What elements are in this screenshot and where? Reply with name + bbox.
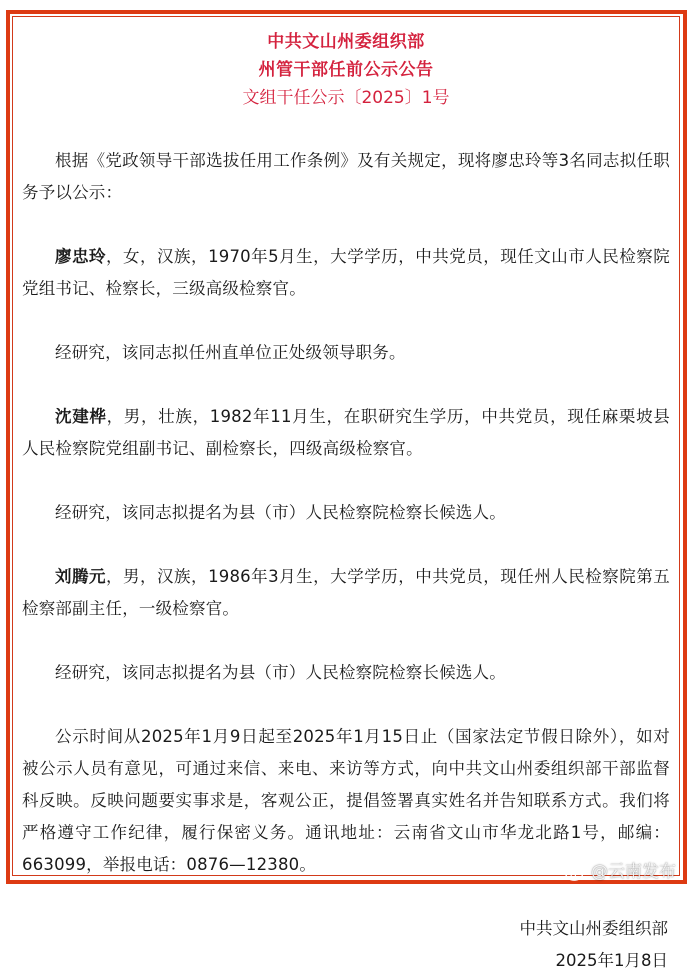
candidate-2-name: 沈建桦: [55, 407, 107, 426]
candidate-1-details: ，女，汉族，1970年5月生，大学学历，中共党员，现任文山市人民检察院党组书记、检察长，三级高级检察官。: [22, 247, 670, 298]
signature-organization: 中共文山州委组织部: [519, 919, 668, 938]
notice-paragraph: 公示时间从2025年1月9日起至2025年1月15日止（国家法定节假日除外），如对被公示人员有意见，可通过来信、来电、来访等方式，向中共文山州委组织部干部监督科反映。反映问题要实事求是，客观公正，提倡签署真实姓名并告知联系方式。我们将严格遵守工作纪律，履行保密义务。通讯地址：云南省文山市华龙北路1号，邮编：663099，举报电话：0876—12380。: [22, 727, 670, 874]
candidate-1-profile: [22, 241, 670, 305]
intro-paragraph: 根据《党政领导干部选拔任用工作条例》及有关规定，现将廖忠玲等3名同志拟任职务予以公示：: [22, 151, 670, 202]
document-number: 文组干任公示〔2025〕1号: [242, 88, 450, 108]
candidate-3-name: 刘腾元: [55, 567, 107, 586]
candidate-3-profile: [22, 561, 670, 625]
candidate-1-conclusion: 经研究，该同志拟任州直单位正处级领导职务。: [55, 343, 406, 362]
announcement-title: 州管干部任前公示公告: [258, 60, 434, 80]
candidate-1-name: 廖忠玲: [55, 247, 107, 266]
candidate-3-conclusion: 经研究，该同志拟提名为县（市）人民检察院检察长候选人。: [55, 663, 506, 682]
candidate-3-details: ，男，汉族，1986年3月生，大学学历，中共党员，现任州人民检察院第五检察部副主任，一级检察官。: [22, 567, 670, 618]
candidate-2-profile: [22, 401, 670, 465]
weibo-icon: [565, 863, 587, 881]
watermark-text: @云南发布: [591, 862, 676, 882]
source-watermark: [565, 862, 676, 882]
signature-date: 2025年1月8日: [555, 951, 668, 970]
announcement-document: [22, 28, 670, 977]
candidate-2-details: ，男，壮族，1982年11月生，在职研究生学历，中共党员，现任麻栗坡县人民检察院党组副书记、副检察长，四级高级检察官。: [22, 407, 670, 458]
issuer-title: 中共文山州委组织部: [267, 32, 425, 52]
candidate-2-conclusion: 经研究，该同志拟提名为县（市）人民检察院检察长候选人。: [55, 503, 506, 522]
